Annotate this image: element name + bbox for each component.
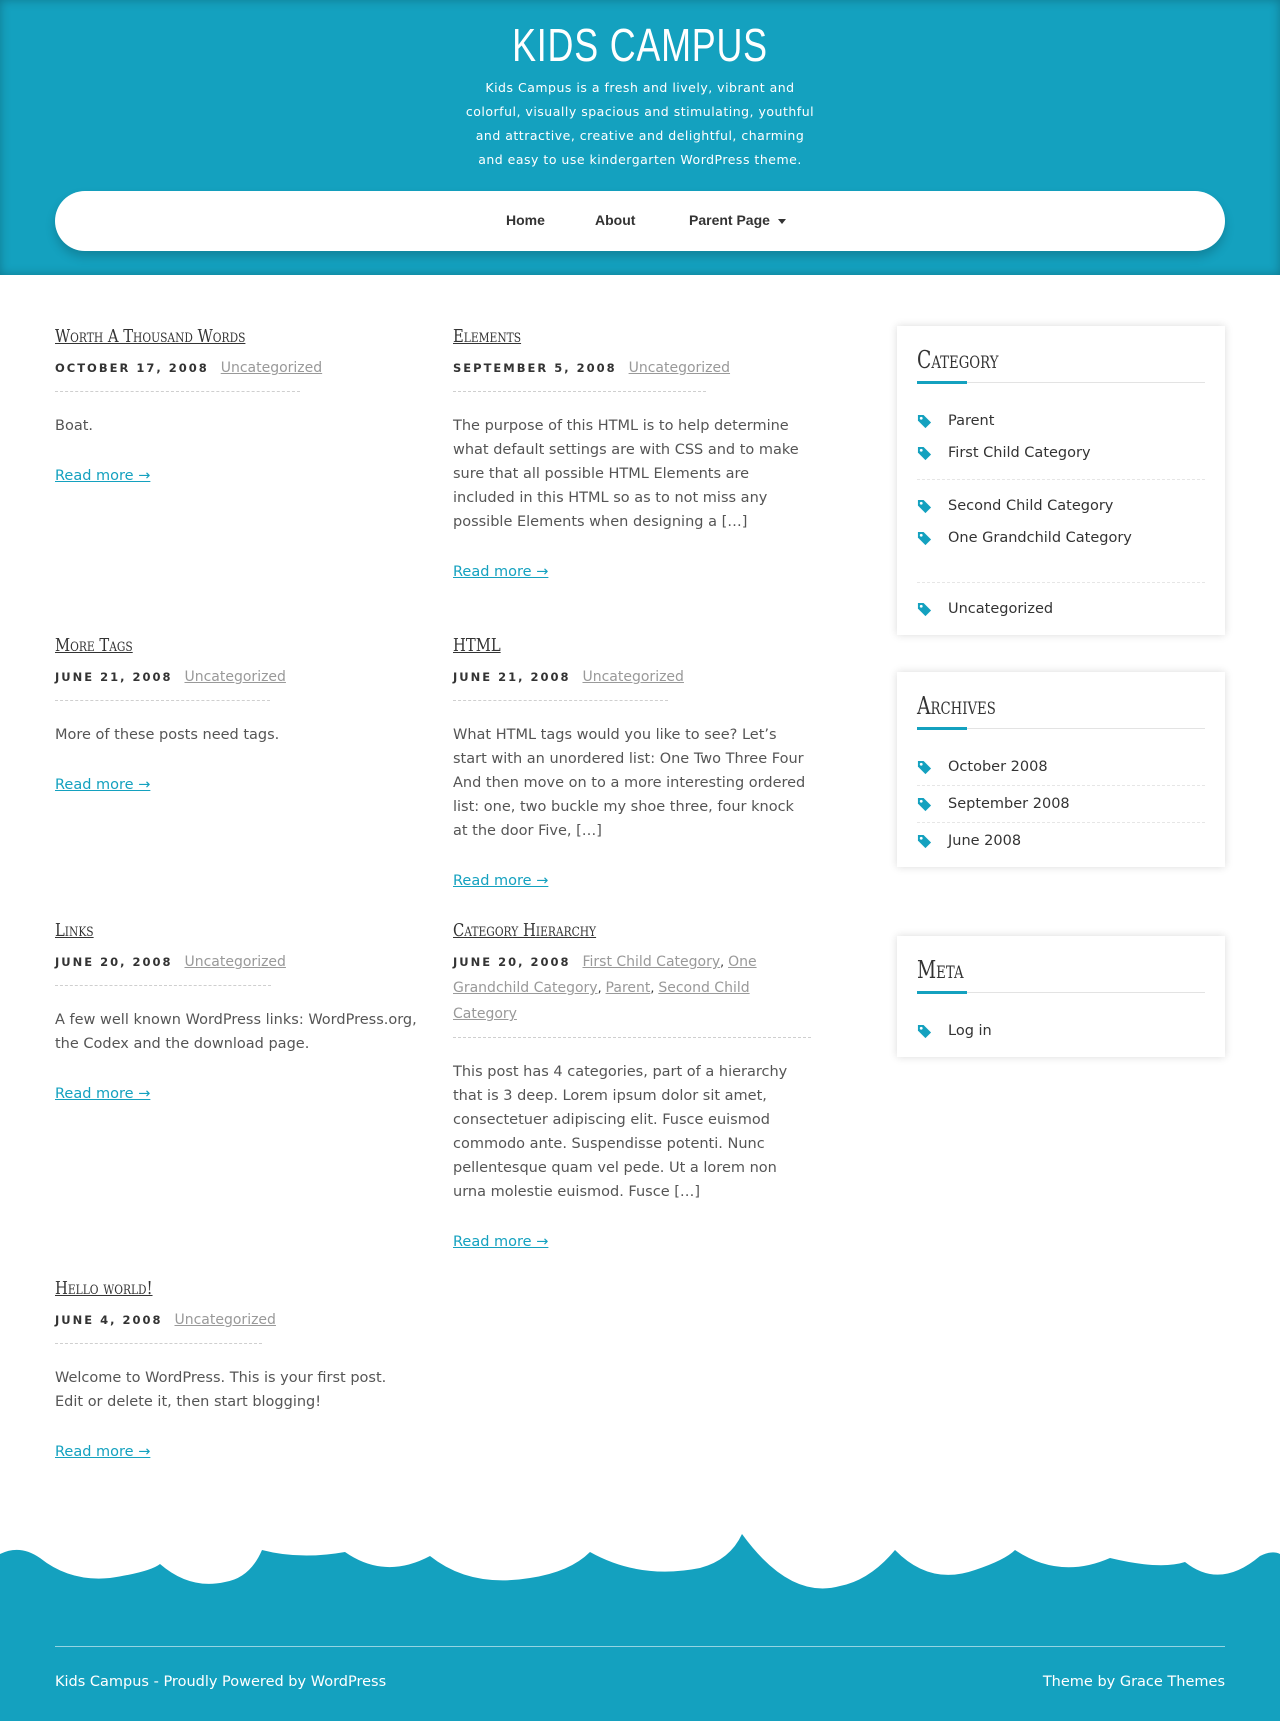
archive-item-label: June 2008 — [948, 833, 1022, 849]
archives-list — [917, 751, 1205, 857]
tag-icon — [917, 499, 932, 514]
post-meta — [55, 949, 425, 975]
post-divider — [453, 391, 706, 392]
site-header — [0, 0, 1280, 275]
tag-icon — [917, 602, 932, 617]
read-more-link[interactable]: Read more → — [55, 1444, 151, 1460]
nav-item-parent-page-label: Parent Page — [689, 212, 770, 228]
post-category-link[interactable]: Second Child Category — [453, 980, 750, 1022]
post-date: JUNE 21, 2008 — [55, 670, 173, 684]
post-title[interactable]: Links — [55, 920, 94, 941]
post-card — [55, 920, 425, 1102]
category-item-label: Uncategorized — [948, 601, 1054, 617]
post-category-link[interactable]: First Child Category — [582, 954, 721, 970]
archive-item[interactable] — [917, 751, 1205, 783]
post-category-link[interactable]: Parent — [605, 980, 651, 996]
category-item-label: Parent — [948, 413, 995, 429]
category-item-label: First Child Category — [948, 445, 1091, 461]
tag-icon — [917, 446, 932, 461]
post-title[interactable]: Hello world! — [55, 1278, 153, 1299]
post-excerpt: Boat. — [55, 418, 93, 434]
footer-credit[interactable]: Kids Campus - Proudly Powered by WordPress — [55, 1674, 387, 1690]
post-date: JUNE 21, 2008 — [453, 670, 571, 684]
post-divider — [55, 700, 270, 701]
category-item-label: Second Child Category — [948, 498, 1114, 514]
post-meta — [55, 1307, 415, 1333]
post-divider — [453, 1037, 811, 1038]
post-title[interactable]: Elements — [453, 326, 522, 347]
footer-theme-credit[interactable]: Theme by Grace Themes — [1042, 1674, 1225, 1690]
post-date: OCTOBER 17, 2008 — [55, 361, 209, 375]
post-excerpt: What HTML tags would you like to see? Let’s start with an unordered list: One Two Three Four And then move on to a more interesting ordered list: one, two buckle my shoe three, four knock at the door Five, […] — [453, 727, 806, 839]
post-meta — [453, 664, 813, 690]
post-date: JUNE 4, 2008 — [55, 1313, 163, 1327]
category-item[interactable] — [917, 479, 1205, 522]
category-item-label: One Grandchild Category — [948, 530, 1132, 546]
footer-divider — [55, 1646, 1225, 1647]
category-item[interactable] — [917, 437, 1205, 469]
post-category-link[interactable]: One Grandchild Category — [453, 954, 757, 996]
post-card — [453, 635, 813, 889]
post-excerpt: This post has 4 categories, part of a hierarchy that is 3 deep. Lorem ipsum dolor sit amet, consectetuer adipiscing elit. Fusce euismod commodo ante. Suspendisse potenti. Nunc pellentesque quam vel pede. Ut a lorem non urna molestie euismod. Fusce […] — [453, 1064, 788, 1200]
category-item[interactable] — [917, 405, 1205, 437]
post-divider — [55, 391, 300, 392]
meta-item-label: Log in — [948, 1023, 992, 1039]
widget-title: Archives — [917, 692, 996, 720]
read-more-link[interactable]: Read more → — [55, 1086, 151, 1102]
archive-item[interactable] — [917, 785, 1205, 820]
tag-icon — [917, 1024, 932, 1039]
post-category-link[interactable]: Uncategorized — [184, 954, 286, 970]
nav-item-about[interactable]: About — [595, 212, 636, 228]
post-title[interactable]: HTML — [453, 635, 501, 656]
meta-item-login[interactable] — [917, 1015, 1205, 1047]
widget-title-underline — [917, 728, 1205, 729]
post-date: SEPTEMBER 5, 2008 — [453, 361, 617, 375]
tag-icon — [917, 760, 932, 775]
site-title[interactable]: KIDS CAMPUS — [512, 19, 768, 71]
meta-list — [917, 1015, 1205, 1047]
archive-item-label: September 2008 — [948, 796, 1070, 812]
post-category-link[interactable]: Uncategorized — [174, 1312, 276, 1328]
post-meta — [55, 355, 415, 381]
post-divider — [55, 1343, 262, 1344]
post-divider — [453, 700, 668, 701]
tag-icon — [917, 531, 932, 546]
category-widget — [897, 326, 1225, 635]
post-title[interactable]: Worth A Thousand Words — [55, 326, 246, 347]
read-more-link[interactable]: Read more → — [55, 777, 151, 793]
post-date: JUNE 20, 2008 — [453, 955, 571, 969]
post-category-link[interactable]: Uncategorized — [184, 669, 286, 685]
category-item[interactable] — [917, 582, 1205, 625]
archives-widget — [897, 672, 1225, 867]
post-card — [55, 635, 415, 793]
widget-title-underline — [917, 992, 1205, 993]
widget-title: Meta — [917, 956, 964, 984]
post-meta — [453, 355, 813, 381]
cloud-wave-background — [0, 1530, 1280, 1721]
site-description: Kids Campus is a fresh and lively, vibrant and colorful, visually spacious and stimulating, youthful and attractive, creative and delightful, charming and easy to use kindergarten WordPress theme. — [465, 80, 815, 167]
post-title[interactable]: More Tags — [55, 635, 133, 656]
tag-icon — [917, 797, 932, 812]
tag-icon — [917, 414, 932, 429]
read-more-link[interactable]: Read more → — [55, 468, 151, 484]
read-more-link[interactable]: Read more → — [453, 1234, 549, 1250]
post-card — [453, 326, 813, 580]
read-more-link[interactable]: Read more → — [453, 873, 549, 889]
nav-item-home[interactable]: Home — [506, 212, 545, 228]
read-more-link[interactable]: Read more → — [453, 564, 549, 580]
post-card — [55, 1278, 415, 1460]
site-footer — [0, 1530, 1280, 1721]
post-meta: JUNE 20, 2008 First Child Category, One Grandchild Category, Parent, Second Child Category — [453, 954, 757, 1022]
archive-item[interactable] — [917, 822, 1205, 857]
archive-item-label: October 2008 — [948, 759, 1048, 775]
post-category-link[interactable]: Uncategorized — [220, 360, 323, 376]
category-list — [917, 405, 1205, 625]
post-date: JUNE 20, 2008 — [55, 955, 173, 969]
post-divider — [55, 985, 271, 986]
post-category-link[interactable]: Uncategorized — [628, 360, 731, 376]
caret-down-icon — [778, 219, 786, 224]
widget-title: Category — [917, 346, 999, 374]
tag-icon — [917, 834, 932, 849]
nav-item-parent-page[interactable] — [689, 212, 786, 228]
post-excerpt: The purpose of this HTML is to help determine what default settings are with CSS and to make sure that all possible HTML Elements are included in this HTML so as to not miss any possible Elements when designing a […] — [453, 418, 799, 530]
post-excerpt: A few well known WordPress links: WordPress.org, the Codex and the download page. — [55, 1012, 417, 1052]
post-excerpt: More of these posts need tags. — [55, 727, 280, 743]
post-meta — [55, 664, 415, 690]
post-excerpt: Welcome to WordPress. This is your first post. Edit or delete it, then start blogging! — [55, 1370, 387, 1410]
post-category-link[interactable]: Uncategorized — [582, 669, 684, 685]
post-card — [55, 326, 415, 484]
main-navigation — [55, 191, 1225, 251]
post-card — [453, 920, 813, 1250]
widget-title-underline — [917, 382, 1205, 383]
category-item[interactable] — [917, 522, 1205, 554]
meta-widget — [897, 936, 1225, 1057]
post-title[interactable]: Category Hierarchy — [453, 920, 597, 941]
